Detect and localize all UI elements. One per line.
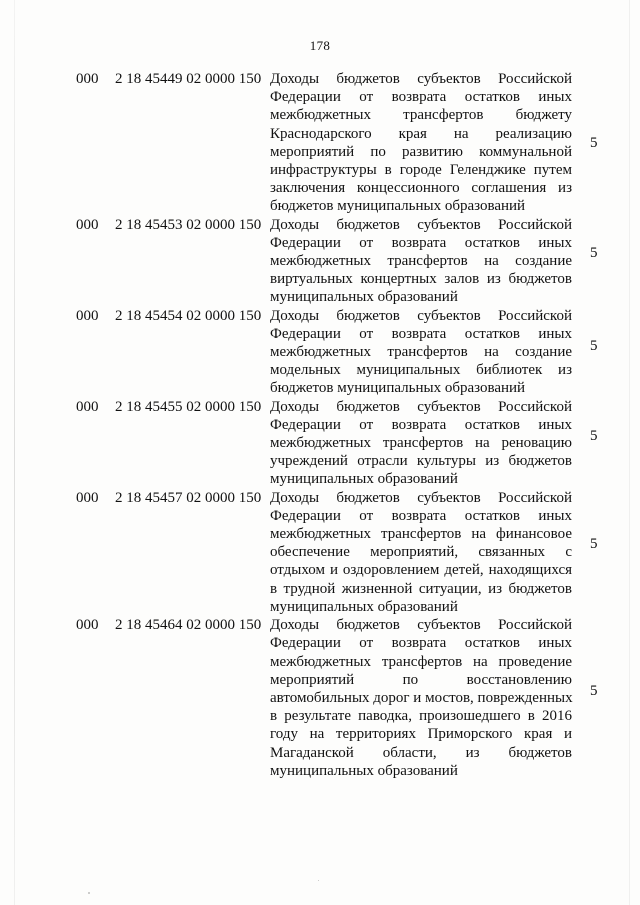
description-line: межбюджетных трансфертов на создание <box>270 344 572 361</box>
description-line: Краснодарского края на реализацию <box>270 125 572 142</box>
page-number: 178 <box>309 38 331 53</box>
scan-speck <box>318 880 319 881</box>
description-line: мероприятий по развитию коммунальной <box>270 143 572 160</box>
description-line: отдыхом и оздоровлением детей, находящихся <box>270 562 572 579</box>
description-line: Доходы бюджетов субъектов Российской <box>270 216 572 233</box>
row-description <box>270 398 572 489</box>
admin-code: 000 <box>76 489 99 506</box>
budget-code: 2 18 45464 02 0000 150 <box>115 617 262 634</box>
description-line: Доходы бюджетов субъектов Российской <box>270 307 572 324</box>
description-line: муниципальных образований <box>270 289 458 306</box>
description-line: обеспечение мероприятий, связанных с <box>270 544 572 561</box>
amount: 5 <box>590 683 598 700</box>
table-row <box>0 489 640 616</box>
description-line: Магаданской области, из бюджетов <box>270 744 572 761</box>
description-line: году на территориях Приморского края и <box>270 726 572 743</box>
amount: 5 <box>590 244 598 261</box>
description-line: Федерации от возврата остатков иных <box>270 635 572 652</box>
amount: 5 <box>590 337 598 354</box>
description-line: Федерации от возврата остатков иных <box>270 234 572 251</box>
description-line: муниципальных образований <box>270 471 458 488</box>
amount: 5 <box>590 427 598 444</box>
description-line: муниципальных образований <box>270 762 458 779</box>
admin-code: 000 <box>76 617 99 634</box>
description-line: Федерации от возврата остатков иных <box>270 89 572 106</box>
admin-code: 000 <box>76 307 99 324</box>
row-description <box>270 216 572 307</box>
budget-code: 2 18 45454 02 0000 150 <box>115 307 262 324</box>
description-line: межбюджетных трансфертов на реновацию <box>270 435 572 452</box>
description-line: виртуальных концертных залов из бюджетов <box>270 271 572 288</box>
description-line: межбюджетных трансфертов на создание <box>270 253 572 270</box>
row-description <box>270 307 572 398</box>
budget-code: 2 18 45449 02 0000 150 <box>115 71 262 87</box>
description-line: Доходы бюджетов субъектов Российской <box>270 398 572 415</box>
amount: 5 <box>590 135 598 151</box>
admin-code: 000 <box>76 71 99 87</box>
description-line: учреждений отрасли культуры из бюджетов <box>270 453 572 470</box>
row-description <box>270 70 572 216</box>
row-description <box>270 616 572 780</box>
description-line: мероприятий по восстановлению <box>270 671 572 688</box>
description-line: муниципальных образований <box>270 598 458 615</box>
scan-speck <box>88 892 90 894</box>
table-row <box>0 216 640 307</box>
description-line: Федерации от возврата остатков иных <box>270 507 572 524</box>
table-row <box>0 307 640 398</box>
admin-code: 000 <box>76 398 99 415</box>
admin-code: 000 <box>76 216 99 233</box>
description-line: Доходы бюджетов субъектов Российской <box>270 71 572 87</box>
table-row <box>0 616 640 780</box>
description-line: модельных муниципальных библиотек из <box>270 362 572 379</box>
description-line: заключения концессионного соглашения из <box>270 180 572 197</box>
table-row <box>0 398 640 489</box>
description-line: бюджетов муниципальных образований <box>270 198 526 215</box>
description-line: инфраструктуры в городе Геленджике путем <box>270 162 572 179</box>
description-line: в результате паводка, произошедшего в 2016 <box>270 708 572 725</box>
table-row <box>0 70 640 216</box>
budget-code: 2 18 45453 02 0000 150 <box>115 216 262 233</box>
budget-code: 2 18 45457 02 0000 150 <box>115 489 262 506</box>
description-line: Доходы бюджетов субъектов Российской <box>270 489 572 506</box>
description-line: межбюджетных трансфертов на проведение <box>270 653 572 670</box>
row-description <box>270 489 572 616</box>
description-line: автомобильных дорог и мостов, поврежденных <box>270 689 573 706</box>
description-line: межбюджетных трансфертов бюджету <box>270 107 572 124</box>
description-line: межбюджетных трансфертов на финансовое <box>270 526 572 543</box>
budget-code-table <box>0 70 640 780</box>
description-line: Федерации от возврата остатков иных <box>270 416 572 433</box>
description-line: бюджетов муниципальных образований <box>270 380 526 397</box>
budget-code: 2 18 45455 02 0000 150 <box>115 398 262 415</box>
description-line: в трудной жизненной ситуации, из бюджетов <box>270 580 572 597</box>
description-line: Доходы бюджетов субъектов Российской <box>270 617 572 634</box>
amount: 5 <box>590 535 598 552</box>
description-line: Федерации от возврата остатков иных <box>270 325 572 342</box>
